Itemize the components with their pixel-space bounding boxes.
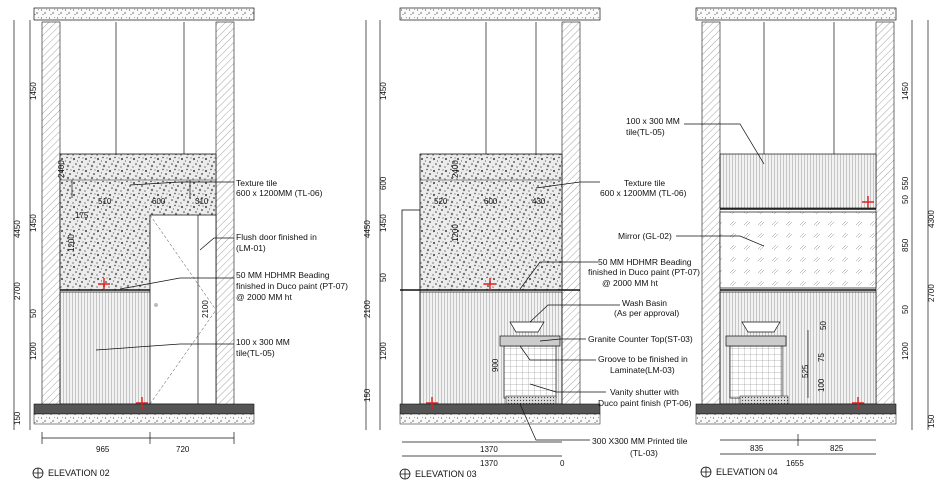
right-wall — [876, 22, 894, 406]
dim-label: 1655 — [786, 459, 804, 468]
dim-label: 100 — [817, 378, 826, 392]
dim-label: 1450 — [901, 82, 910, 100]
callout-text: 100 x 300 MM — [626, 116, 680, 126]
dim-label: 2700 — [13, 282, 22, 300]
floor-base — [696, 414, 896, 424]
ceiling-slab — [400, 8, 600, 20]
callout-text: Wash Basin — [622, 298, 668, 308]
dim-label: 2700 — [927, 284, 936, 302]
callout-text: Mirror (GL-02) — [618, 231, 672, 241]
elevation-title: ELEVATION 02 — [48, 468, 110, 478]
dim-label: 50 — [901, 195, 910, 204]
dim-label: 550 — [901, 176, 910, 190]
dim-label: 75 — [817, 353, 826, 362]
dim-label: 1450 — [379, 82, 388, 100]
right-wall — [216, 22, 234, 406]
callout-text: Granite Counter Top(ST-03) — [588, 334, 693, 344]
callout-text: (TL-03) — [630, 448, 658, 458]
right-wall — [562, 22, 580, 406]
wash-basin — [742, 322, 780, 332]
dim-label: 835 — [750, 444, 764, 453]
callout-text: finished in Duco paint (PT-07) — [236, 281, 348, 291]
dim-label: 850 — [901, 238, 910, 252]
dim-label: 825 — [830, 444, 844, 453]
callout-text: @ 2000 MM ht — [602, 278, 658, 288]
elevation-title: ELEVATION 04 — [716, 467, 778, 477]
vanity-shutter — [730, 346, 782, 398]
callout-text: Vanity shutter with — [610, 387, 679, 397]
elevation-title: ELEVATION 03 — [415, 469, 477, 479]
dim-label: 4300 — [927, 210, 936, 228]
dim-label: 1370 — [480, 445, 498, 454]
dim-label: 1450 — [29, 214, 38, 232]
door-knob — [154, 303, 158, 307]
floor-slab — [34, 404, 254, 414]
dim-label: 2100 — [201, 300, 210, 318]
tile-dim-label: 2400 — [451, 160, 460, 178]
printed-tile — [740, 396, 788, 404]
dim-label: 965 — [96, 445, 110, 454]
callout-text: 50 MM HDHMR Beading — [598, 257, 692, 267]
tile-dim-label: 175 — [75, 211, 89, 220]
floor-base — [34, 414, 254, 424]
tile-dim-label: 430 — [532, 197, 546, 206]
dim-label: 1450 — [29, 82, 38, 100]
dim-label: 600 — [379, 176, 388, 190]
callout-text: (LM-01) — [236, 243, 266, 253]
callout-text: (As per approval) — [614, 308, 680, 318]
tile-dim-label: 2400 — [57, 160, 66, 178]
callout-text: 50 MM HDHMR Beading — [236, 270, 330, 280]
dim-label: 150 — [363, 388, 372, 402]
callout-text: 600 x 1200MM (TL-06) — [600, 188, 687, 198]
dim-label: 50 — [901, 305, 910, 314]
dim-label: 1450 — [379, 214, 388, 232]
mirror — [720, 212, 876, 288]
floor-slab — [696, 404, 896, 414]
dim-label: 525 — [801, 364, 810, 378]
callout-text: Duco paint finish (PT-06) — [598, 398, 692, 408]
callout-text: finished in Duco paint (PT-07) — [588, 267, 700, 277]
tile-dim-label: 600 — [484, 197, 498, 206]
granite-counter-top — [500, 336, 560, 346]
dim-label: 2100 — [363, 300, 372, 318]
callout-text: Texture tile — [624, 178, 666, 188]
callout-text: Flush door finished in — [236, 232, 317, 242]
printed-tile — [506, 396, 556, 404]
tile-dim-label: 1200 — [451, 224, 460, 242]
texture-tile-area — [420, 154, 562, 290]
dim-label: 1200 — [29, 342, 38, 360]
tile-dim-label: 1200 — [67, 234, 76, 252]
tile-dim-label: 510 — [98, 197, 112, 206]
elevation-03 — [363, 8, 700, 479]
dim-label: 50 — [819, 321, 828, 330]
granite-counter-top — [726, 336, 786, 346]
dim-label: 150 — [13, 411, 22, 425]
tile-dim-label: 600 — [152, 197, 166, 206]
dim-label: 4450 — [13, 220, 22, 238]
dim-label: 4450 — [363, 220, 372, 238]
tile-dim-label: 310 — [195, 197, 209, 206]
left-wall — [42, 22, 60, 406]
ceiling-slab — [34, 8, 254, 20]
vanity-shutter — [504, 346, 556, 398]
dim-label: 50 — [29, 309, 38, 318]
left-partition — [402, 210, 420, 406]
dim-label: 1370 — [480, 459, 498, 468]
wall-tile-area — [720, 154, 876, 208]
tile-dim-label: 900 — [491, 358, 500, 372]
wash-basin — [510, 322, 544, 332]
callout-text: 100 x 300 MM — [236, 337, 290, 347]
callout-text: 600 x 1200MM (TL-06) — [236, 188, 323, 198]
callout-text: @ 2000 MM ht — [236, 292, 292, 302]
floor-slab — [400, 404, 600, 414]
tile-dim-label: 520 — [434, 197, 448, 206]
ceiling-slab — [696, 8, 896, 20]
dim-label: 150 — [927, 414, 936, 428]
floor-base — [400, 414, 600, 424]
elevation-02 — [13, 8, 348, 478]
callout-text: Texture tile — [236, 178, 278, 188]
left-wall — [702, 22, 720, 406]
dim-label: 1200 — [901, 342, 910, 360]
dim-label: 0 — [560, 459, 565, 468]
dim-label: 720 — [176, 445, 190, 454]
dim-label: 50 — [379, 273, 388, 282]
callout-text: Groove to be finished in — [598, 354, 688, 364]
callout-text: 300 X300 MM Printed tile — [592, 436, 688, 446]
callout-text: tile(TL-05) — [236, 348, 275, 358]
callout-text: Laminate(LM-03) — [610, 365, 675, 375]
callout-text: tile(TL-05) — [626, 127, 665, 137]
dim-label: 1200 — [379, 342, 388, 360]
